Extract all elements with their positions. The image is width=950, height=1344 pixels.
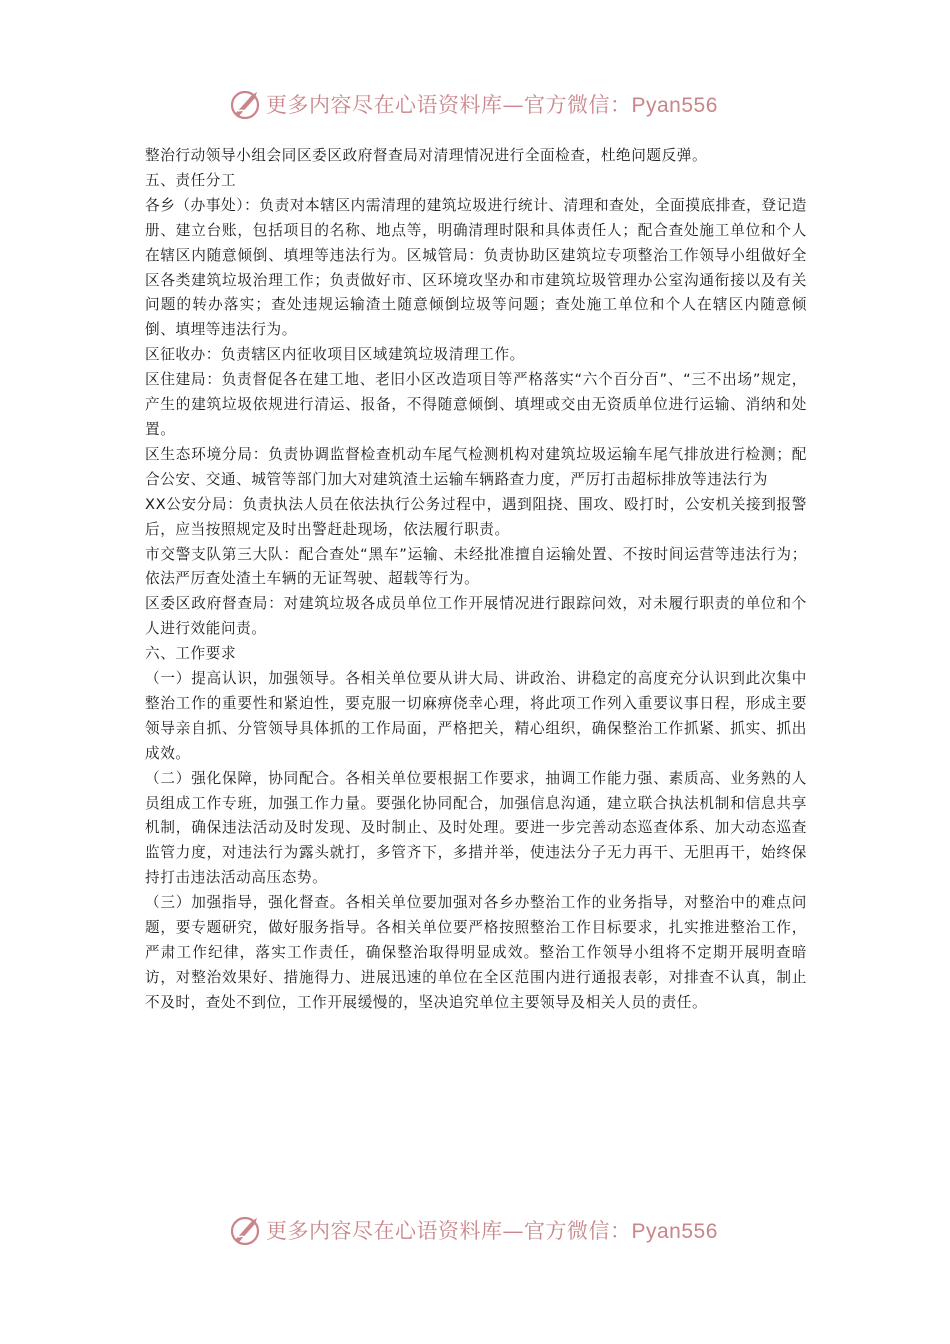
footer-banner	[0, 1210, 950, 1250]
paragraph: 整治行动领导小组会同区委区政府督查局对清理情况进行全面检查，杜绝问题反弹。	[145, 147, 708, 164]
paragraph: （一）提高认识，加强领导。各相关单位要从讲大局、讲政治、讲稳定的高度充分认识到此次集中整治工作的重要性和紧迫性，要克服一切麻痹侥幸心理，将此项工作列入重要议事日程，形成主要领导亲自抓、分管领导具体抓的工作局面，严格把关，精心组织，确保整治工作抓紧、抓实、抓出成效。	[145, 670, 807, 762]
banner-text: 更多内容尽在心语资料库—官方微信：Pyan556	[266, 93, 718, 117]
paragraph: （二）强化保障，协同配合。各相关单位要根据工作要求，抽调工作能力强、素质高、业务熟的人员组成工作专班，加强工作力量。要强化协同配合，加强信息沟通，建立联合执法机制和信息共享机制，确保违法活动及时发现、及时制止、及时处理。要进一步完善动态巡查体系、加大动态巡查监管力度，对违法行为露头就打，多管齐下，多措并举，使违法分子无力再干、无胆再干，始终保持打击违法活动高压态势。	[145, 769, 807, 887]
pen-logo-icon	[228, 86, 264, 122]
paragraph: XX公安分局：负责执法人员在依法执行公务过程中，遇到阻挠、围攻、殴打时，公安机关接到报警后，应当按照规定及时出警赶赴现场，依法履行职责。	[145, 495, 807, 538]
paragraph: 各乡（办事处）：负责对本辖区内需清理的建筑垃圾进行统计、清理和查处，全面摸底排查，登记造册、建立台账，包括项目的名称、地点等，明确清理时限和具体责任人；配合查处施工单位和个人在辖区内随意倾倒、填埋等违法行为。区城管局：负责协助区建筑垃专项整治工作领导小组做好全区各类建筑垃圾治理工作；负责做好市、区环境攻坚办和市建筑垃圾管理办公室沟通衔接以及有关问题的转办落实；查处违规运输渣土随意倾倒垃圾等问题；查处施工单位和个人在辖区内随意倾倒、填埋等违法行为。	[145, 196, 807, 339]
section-heading: 五、责任分工	[145, 171, 237, 189]
banner-text: 更多内容尽在心语资料库—官方微信：Pyan556	[266, 1219, 718, 1243]
paragraph: 区征收办：负责辖区内征收项目区域建筑垃圾清理工作。	[145, 346, 525, 364]
section-heading: 六、工作要求	[145, 645, 237, 663]
pen-logo-icon	[228, 1212, 264, 1248]
paragraph: 区生态环境分局：负责协调监督检查机动车尾气检测机构对建筑垃圾运输车尾气排放进行检测；配合公安、交通、城管等部门加大对建筑渣土运输车辆路查力度，严厉打击超标排放等违法行为	[145, 445, 807, 488]
paragraph: 市交警支队第三大队：配合查处“黑车”运输、未经批准擅自运输处置、不按时间运营等违法行为；依法严厉查处渣土车辆的无证驾驶、超载等行为。	[145, 545, 807, 588]
paragraph: （三）加强指导，强化督查。各相关单位要加强对各乡办整治工作的业务指导，对整治中的难点问题，要专题研究，做好服务指导。各相关单位要严格按照整治工作目标要求，扎实推进整治工作，严肃工作纪律，落实工作责任，确保整治取得明显成效。整治工作领导小组将不定期开展明查暗访，对整治效果好、措施得力、进展迅速的单位在全区范围内进行通报表彰，对排查不认真，制止不及时，查处不到位，工作开展缓慢的，坚决追究单位主要领导及相关人员的责任。	[145, 894, 807, 1011]
paragraph: 区住建局：负责督促各在建工地、老旧小区改造项目等严格落实“六个百分百”、“三不出场”规定，产生的建筑垃圾依规进行清运、报备，不得随意倾倒、填埋或交由无资质单位进行运输、消纳和处置。	[145, 371, 807, 438]
header-banner	[0, 84, 950, 124]
paragraph: 区委区政府督查局：对建筑垃圾各成员单位工作开展情况进行跟踪问效，对未履行职责的单位和个人进行效能问责。	[145, 595, 807, 638]
document-body	[145, 144, 807, 1016]
